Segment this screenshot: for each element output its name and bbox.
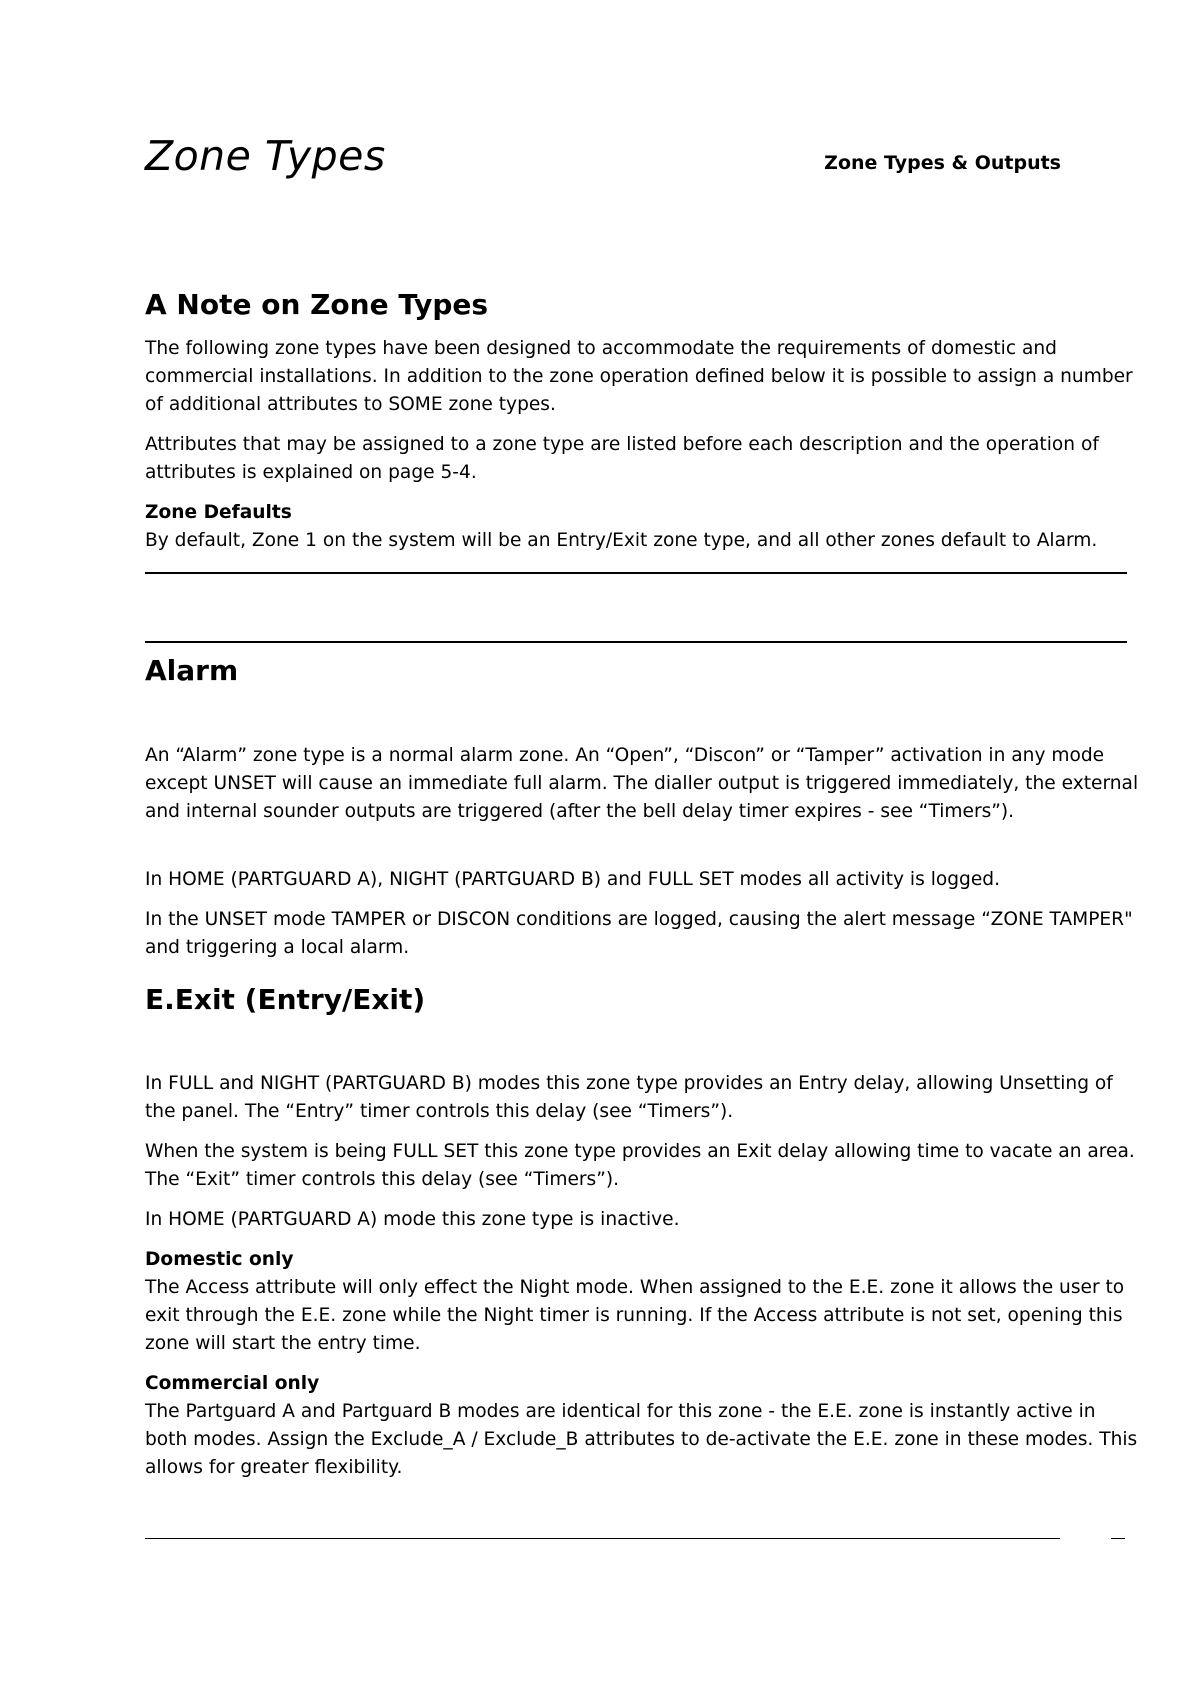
entry-exit-paragraph-1: In FULL and NIGHT (PARTGUARD B) modes this zone type provides an Entry delay, allowing Unsetting of the panel. The “Entry” timer controls this delay (see “Timers”). bbox=[145, 1073, 1113, 1122]
entry-exit-paragraph-3: In HOME (PARTGUARD A) mode this zone type is inactive. bbox=[145, 1209, 680, 1230]
alarm-paragraph-1: An “Alarm” zone type is a normal alarm zone. An “Open”, “Discon” or “Tamper” activation in any mode except UNSET will cause an immediate full alarm. The dialler output is triggered immediately, the external and internal sounder outputs are triggered (after the bell delay timer expires - see “Timers”). bbox=[145, 745, 1139, 822]
entry-exit-paragraph-2: When the system is being FULL SET this zone type provides an Exit delay allowing time to vacate an area. The “Exit” timer controls this delay (see “Timers”). bbox=[145, 1141, 1135, 1190]
footer-dash bbox=[1111, 1538, 1125, 1539]
section-divider bbox=[145, 641, 1127, 643]
zone-defaults-heading: Zone Defaults bbox=[145, 502, 292, 523]
zone-defaults-text: By default, Zone 1 on the system will be an Entry/Exit zone type, and all other zones default to Alarm. bbox=[145, 530, 1098, 551]
alarm-paragraph-3: In the UNSET mode TAMPER or DISCON conditions are logged, causing the alert message “ZONE TAMPER" and triggering a local alarm. bbox=[145, 909, 1133, 958]
commercial-only-heading: Commercial only bbox=[145, 1373, 320, 1394]
domestic-only-heading: Domestic only bbox=[145, 1249, 294, 1270]
note-paragraph-2: Attributes that may be assigned to a zone type are listed before each description and the operation of attributes is explained on page 5-4. bbox=[145, 434, 1099, 483]
alarm-heading: Alarm bbox=[145, 654, 239, 687]
entry-exit-heading: E.Exit (Entry/Exit) bbox=[145, 983, 426, 1016]
commercial-only-text: The Partguard A and Partguard B modes are identical for this zone - the E.E. zone is instantly active in both modes. Assign the Exclude_A / Exclude_B attributes to de-activate the E.E. zone in these modes. This allows for greater flexibility. bbox=[145, 1401, 1138, 1478]
domestic-only-text: The Access attribute will only effect the Night mode. When assigned to the E.E. zone it allows the user to exit through the E.E. zone while the Night timer is running. If the Access attribute is not set, opening this zone will start the entry time. bbox=[145, 1277, 1125, 1354]
section-divider bbox=[145, 572, 1127, 574]
page-title: Zone Types bbox=[145, 132, 386, 180]
section-reference: Zone Types & Outputs bbox=[824, 152, 1061, 174]
note-heading: A Note on Zone Types bbox=[145, 288, 489, 321]
alarm-paragraph-2: In HOME (PARTGUARD A), NIGHT (PARTGUARD B) and FULL SET modes all activity is logged. bbox=[145, 869, 1000, 890]
footer-rule bbox=[145, 1538, 1060, 1539]
note-paragraph-1: The following zone types have been designed to accommodate the requirements of domestic and commercial installations. In addition to the zone operation defined below it is possible to assign a number of additional attributes to SOME zone types. bbox=[145, 338, 1133, 415]
